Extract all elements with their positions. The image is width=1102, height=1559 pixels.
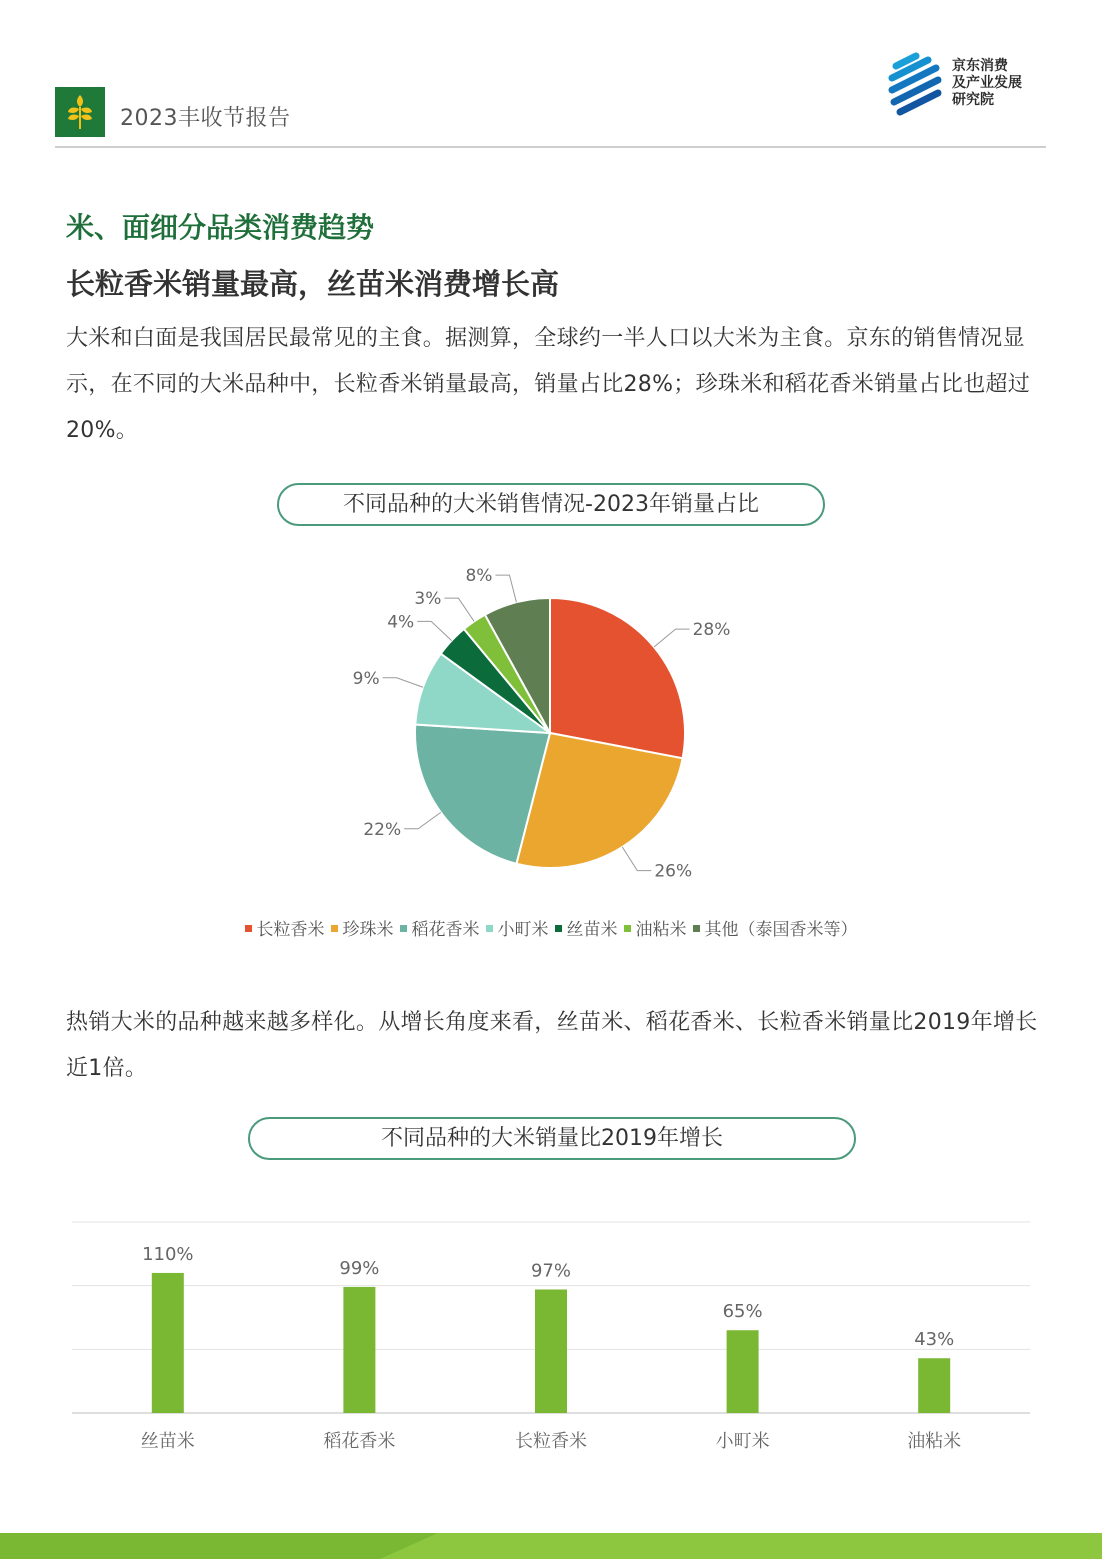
pie-slice-0: [550, 598, 685, 758]
legend-item-2: [400, 915, 480, 940]
legend-label: 油粘米: [635, 920, 687, 940]
legend-swatch: [400, 925, 407, 932]
legend-swatch: [486, 925, 493, 932]
pie-leader-line-4: [417, 621, 451, 640]
bar-category-label-0: 丝苗米: [140, 1431, 195, 1452]
legend-swatch: [693, 925, 700, 932]
bar-2: [535, 1289, 567, 1413]
header-divider: [55, 146, 1046, 148]
bar-value-label-4: 43%: [914, 1329, 955, 1351]
legend-item-3: [486, 915, 549, 940]
pie-chart-title: 不同品种的大米销售情况-2023年销量占比: [277, 483, 825, 526]
org-name-line2: 及产业发展: [952, 75, 1022, 91]
pie-data-label-6: 8%: [465, 566, 493, 587]
legend-swatch: [624, 925, 631, 932]
pie-data-label-5: 3%: [414, 589, 442, 610]
footer-accent: [380, 1533, 1102, 1559]
section-title: 米、面细分品类消费趋势: [66, 211, 375, 244]
bar-4: [918, 1358, 950, 1413]
legend-label: 丝苗米: [566, 920, 618, 940]
legend-item-5: [624, 915, 687, 940]
bar-value-label-2: 97%: [530, 1260, 572, 1282]
bar-value-label-0: 110%: [142, 1243, 194, 1265]
paragraph-growth: 热销大米的品种越来越多样化。从增长角度来看，丝苗米、稻花香米、长粒香米销量比2019年增长近1倍。: [66, 1010, 1038, 1081]
legend-label: 小町米: [497, 920, 549, 940]
legend-item-4: [555, 915, 618, 940]
legend-item-1: [331, 915, 394, 940]
pie-legend: [0, 915, 1102, 940]
org-name-line1: 京东消费: [952, 58, 1008, 74]
legend-label: 稻花香米: [411, 920, 480, 940]
report-title: 2023丰收节报告: [120, 106, 291, 131]
legend-swatch: [555, 925, 562, 932]
pie-leader-line-0: [654, 629, 690, 647]
legend-swatch: [331, 925, 338, 932]
legend-label: 珍珠米: [342, 920, 394, 940]
pie-data-label-4: 4%: [387, 612, 415, 633]
pie-data-label-1: 26%: [654, 861, 693, 882]
pie-leader-line-1: [622, 847, 651, 871]
org-name: [952, 58, 1022, 109]
pie-leader-line-2: [404, 812, 441, 828]
org-logo: [888, 52, 944, 122]
legend-label: 其他（泰国香米等）: [704, 920, 858, 940]
pie-leader-line-5: [444, 598, 474, 621]
bar-category-label-2: 长粒香米: [515, 1431, 587, 1452]
legend-swatch: [245, 925, 252, 932]
pie-data-label-3: 9%: [352, 668, 380, 689]
pie-leader-line-3: [383, 678, 423, 687]
bar-0: [152, 1273, 184, 1413]
bar-category-label-3: 小町米: [715, 1431, 770, 1452]
pie-leader-line-6: [495, 575, 516, 602]
bar-3: [727, 1330, 759, 1413]
bar-category-label-4: 油粘米: [907, 1431, 962, 1452]
legend-item-0: [245, 915, 325, 940]
bar-category-label-1: 稻花香米: [323, 1431, 396, 1452]
legend-label: 长粒香米: [256, 920, 325, 940]
pie-data-label-0: 28%: [692, 620, 731, 641]
stripes-logo-icon: [888, 52, 944, 118]
bar-chart: [60, 1210, 1040, 1470]
bar-chart-title: 不同品种的大米销量比2019年增长: [248, 1117, 856, 1160]
harvest-logo: [55, 87, 105, 137]
legend-item-6: [693, 915, 858, 940]
org-name-line3: 研究院: [952, 92, 994, 108]
wheat-icon: [55, 87, 105, 137]
subtitle: 长粒香米销量最高，丝苗米消费增长高: [66, 267, 560, 301]
bar-value-label-3: 65%: [722, 1301, 763, 1323]
bar-1: [343, 1287, 375, 1413]
bar-value-label-1: 99%: [339, 1257, 380, 1279]
pie-data-label-2: 22%: [363, 819, 402, 840]
paragraph-intro: 大米和白面是我国居民最常见的主食。据测算，全球约一半人口以大米为主食。京东的销售情况显示，在不同的大米品种中，长粒香米销量最高，销量占比28%；珍珠米和稻花香米销量占比也超过20%。: [66, 326, 1031, 443]
pie-chart: [330, 560, 770, 900]
